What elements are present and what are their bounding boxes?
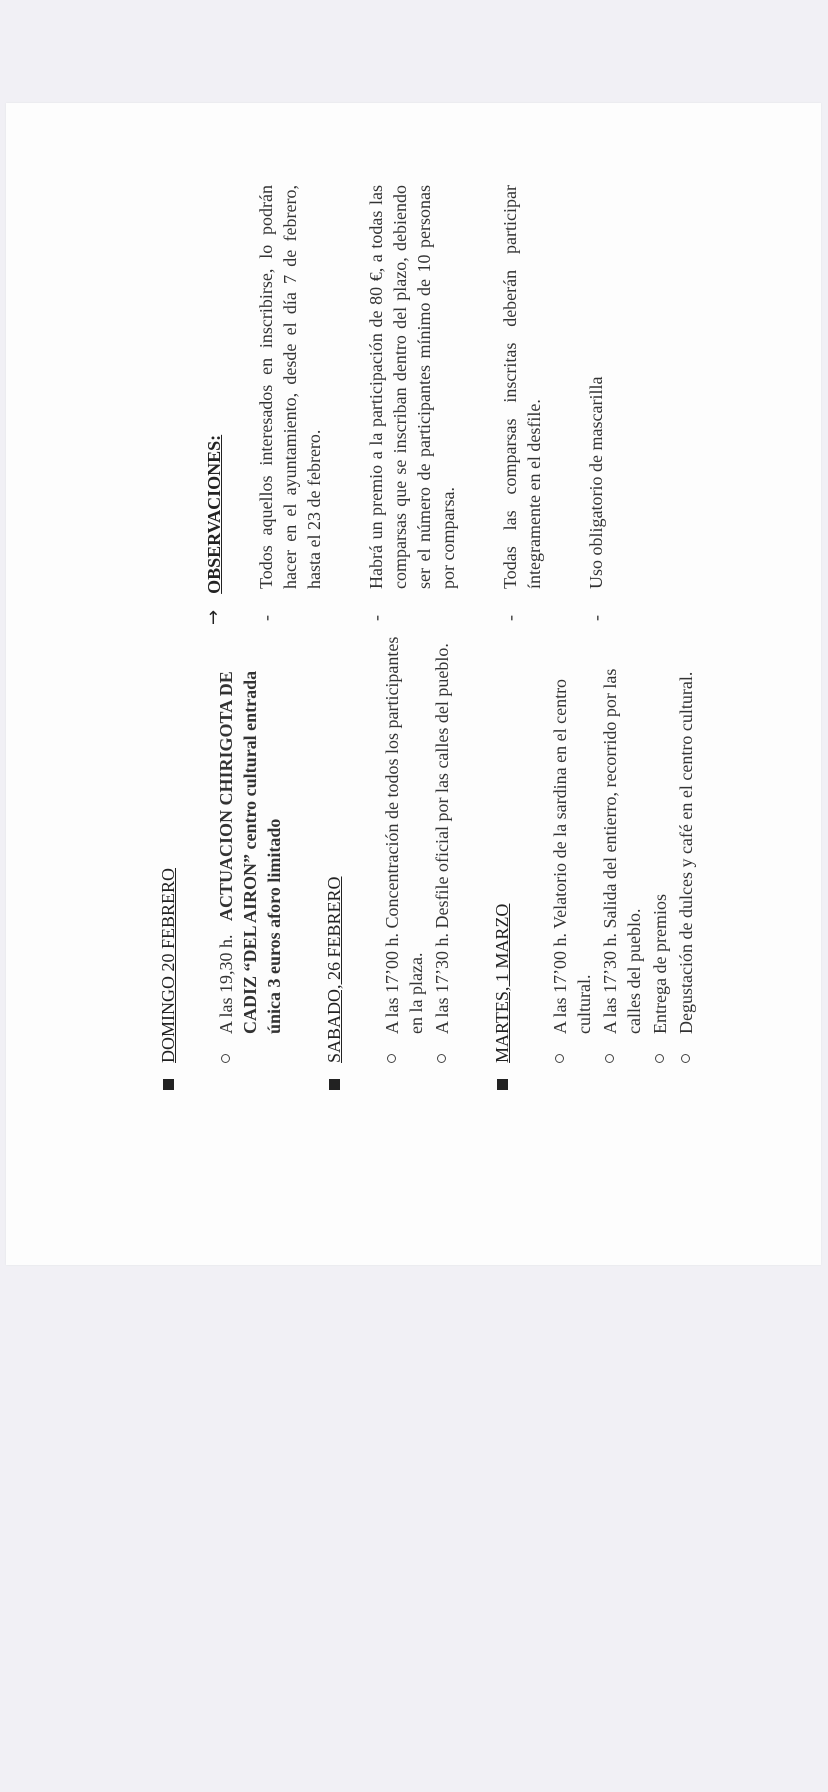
list-item [598, 630, 646, 1090]
dash-bullet-icon: - [500, 615, 520, 621]
section-domingo [156, 630, 286, 1090]
event-list [214, 630, 286, 1090]
event-text: Degustación de dulces y café en el centro cultural. [676, 671, 696, 1034]
list-item [430, 630, 454, 1090]
event-time: A las 19,30 h. [216, 934, 236, 1034]
section-heading [322, 630, 346, 1090]
event-text: ACTUACION CHIRIGOTA DE CADIZ “DEL AIRON” centro cultural entrada única 3 euros aforo limitado [216, 670, 284, 1034]
list-item [498, 185, 546, 625]
list-item [584, 185, 608, 625]
list-item [548, 630, 596, 1090]
observacion-text: Habrá un premio a la participación de 80 €, a todas las comparsas que se inscriban dentro del plazo, debiendo ser el número de participantes mínimo de 10 personas por comparsa. [366, 185, 458, 589]
event-text: A las 17’30 h. Salida del entierro, recorrido por las calles del pueblo. [600, 668, 644, 1034]
event-text: Entrega de premios [650, 894, 670, 1034]
square-bullet-icon [163, 1079, 174, 1090]
section-title: DOMINGO 20 FEBRERO [158, 867, 178, 1063]
section-heading [490, 630, 514, 1090]
circle-bullet-icon [437, 1054, 446, 1063]
list-item [674, 630, 698, 1090]
section-martes [490, 630, 698, 1090]
list-item [214, 630, 286, 1090]
observacion-text: Todos aquellos interesados en inscribirse, lo podrán hacer en el ayuntamiento, desde el día 7 de febrero, hasta el 23 de febrero. [256, 185, 324, 589]
dash-bullet-icon: - [366, 615, 386, 621]
observaciones-heading [202, 185, 226, 625]
document-page [6, 103, 821, 1265]
list-item [648, 630, 672, 1090]
circle-bullet-icon [387, 1054, 396, 1063]
arrow-right-icon: → [203, 609, 224, 625]
section-title: SABADO, 26 FEBRERO [324, 876, 344, 1063]
circle-bullet-icon [605, 1054, 614, 1063]
event-text: A las 17’00 h. Velatorio de la sardina en el centro cultural. [550, 678, 594, 1034]
observacion-text: Todas las comparsas inscritas deberán participar íntegramente en el desfile. [500, 185, 544, 589]
event-text: A las 17’30 h. Desfile oficial por las calles del pueblo. [432, 643, 452, 1034]
observaciones-column [202, 185, 646, 625]
circle-bullet-icon [221, 1054, 230, 1063]
schedule-column [156, 630, 734, 1090]
dash-bullet-icon: - [256, 615, 276, 621]
section-sabado [322, 630, 454, 1090]
observaciones-title: OBSERVACIONES: [204, 434, 224, 594]
list-item [364, 185, 460, 625]
circle-bullet-icon [655, 1054, 664, 1063]
observaciones-list [254, 185, 608, 625]
square-bullet-icon [329, 1079, 340, 1090]
section-title: MARTES, 1 MARZO [492, 903, 512, 1063]
list-item [380, 630, 428, 1090]
observacion-text: Uso obligatorio de mascarilla [586, 376, 606, 589]
circle-bullet-icon [555, 1054, 564, 1063]
list-item [254, 185, 326, 625]
circle-bullet-icon [681, 1054, 690, 1063]
event-list [548, 630, 698, 1090]
square-bullet-icon [497, 1079, 508, 1090]
event-text: A las 17’00 h. Concentración de todos los participantes en la plaza. [382, 636, 426, 1034]
section-heading [156, 630, 180, 1090]
rotated-content [6, 103, 821, 1265]
event-list [380, 630, 454, 1090]
dash-bullet-icon: - [586, 615, 606, 621]
